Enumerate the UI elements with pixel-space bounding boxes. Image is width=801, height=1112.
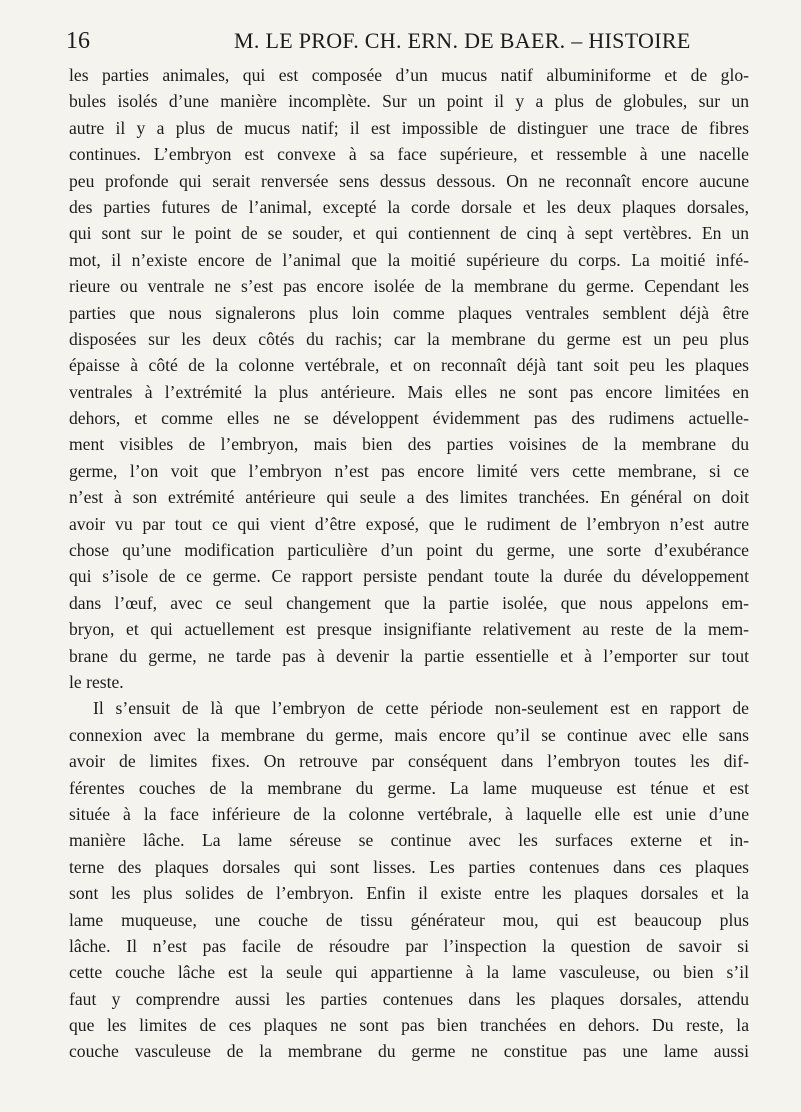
text-line: épaisse à côté de la colonne vertébrale, et on reconnaît déjà tant soit peu les plaques	[69, 355, 749, 376]
text-line: faut y comprendre aussi les parties contenues dans les plaques dorsales, attendu	[69, 988, 749, 1009]
text-line: rieure ou ventrale ne s’est pas encore isolée de la membrane du germe. Cependant les	[69, 276, 749, 297]
text-line: n’est à son extrémité antérieure qui seule a des limites tranchées. En général on doit	[69, 487, 749, 508]
text-line: sont les plus solides de l’embryon. Enfin il existe entre les plaques dorsales et la	[69, 883, 749, 904]
text-line: continues. L’embryon est convexe à sa face supérieure, et ressemble à une nacelle	[69, 144, 749, 165]
text-line: chose qu’une modification particulière d’un point du germe, une sorte d’exubérance	[69, 540, 749, 561]
text-line: cette couche lâche est la seule qui appartienne à la lame vasculeuse, ou bien s’il	[69, 962, 749, 983]
text-line: lâche. Il n’est pas facile de résoudre par l’inspection la question de savoir si	[69, 935, 749, 956]
paragraph-start-line: Il s’ensuit de là que l’embryon de cette période non-seulement est en rapport de	[93, 698, 749, 719]
text-line: située à la face inférieure de la colonne vertébrale, à laquelle elle est unie d’une	[69, 803, 749, 824]
text-line: parties que nous signalerons plus loin comme plaques ventrales semblent déjà être	[69, 302, 749, 323]
text-line: qui s’isole de ce germe. Ce rapport persiste pendant toute la durée du développement	[69, 566, 749, 587]
text-line: connexion avec la membrane du germe, mais encore qu’il se continue avec elle sans	[69, 724, 749, 745]
text-line: qui sont sur le point de se souder, et qui contiennent de cinq à sept vertèbres. En un	[69, 223, 749, 244]
page-header	[66, 26, 756, 56]
text-line: manière lâche. La lame séreuse se continue avec les surfaces externe et in-	[69, 830, 749, 851]
text-line: disposées sur les deux côtés du rachis; car la membrane du germe est un peu plus	[69, 328, 749, 349]
text-line: brane du germe, ne tarde pas à devenir la partie essentielle et à l’emporter sur tout	[69, 645, 749, 666]
body-text	[69, 62, 749, 1065]
text-line: dans l’œuf, avec ce seul changement que la partie isolée, que nous appelons em-	[69, 592, 749, 613]
text-line: avoir de limites fixes. On retrouve par conséquent dans l’embryon toutes les dif-	[69, 751, 749, 772]
text-line: peu profonde qui serait renversée sens dessus dessous. On ne reconnaît encore aucune	[69, 170, 749, 191]
text-line: ment visibles de l’embryon, mais bien des parties voisines de la membrane du	[69, 434, 749, 455]
page-number: 16	[66, 28, 90, 54]
running-head: M. LE PROF. CH. ERN. DE BAER. – HISTOIRE	[234, 28, 691, 53]
text-line: dehors, et comme elles ne se développent évidemment pas des rudimens actuelle-	[69, 408, 749, 429]
text-line: germe, l’on voit que l’embryon n’est pas encore limité vers cette membrane, si ce	[69, 460, 749, 481]
text-line: des parties futures de l’animal, excepté la corde dorsale et les deux plaques dorsales,	[69, 196, 749, 217]
text-line: les parties animales, qui est composée d’un mucus natif albuminiforme et de glo-	[69, 65, 749, 85]
text-line: bryon, et qui actuellement est presque insignifiante relativement au reste de la mem-	[69, 619, 749, 640]
text-line: lame muqueuse, une couche de tissu générateur mou, qui est beaucoup plus	[69, 909, 749, 930]
paragraph-end-line: le reste.	[69, 671, 124, 692]
text-line: que les limites de ces plaques ne sont pas bien tranchées en dehors. Du reste, la	[69, 1015, 749, 1036]
text-line: bules isolés d’une manière incomplète. Sur un point il y a plus de globules, sur un	[69, 91, 749, 112]
text-line: ventrales à l’extrémité la plus antérieure. Mais elles ne sont pas encore limitées en	[69, 381, 749, 402]
text-line: terne des plaques dorsales qui sont lisses. Les parties contenues dans ces plaques	[69, 856, 749, 877]
text-line: couche vasculeuse de la membrane du germe ne constitue pas une lame aussi	[69, 1041, 749, 1062]
text-line: autre il y a plus de mucus natif; il est impossible de distinguer une trace de fibres	[69, 117, 749, 138]
text-line: mot, il n’existe encore de l’animal que la moitié supérieure du corps. La moitié infé-	[69, 249, 749, 270]
text-line: avoir vu par tout ce qui vient d’être exposé, que le rudiment de l’embryon n’est autre	[69, 513, 749, 534]
text-line: férentes couches de la membrane du germe. La lame muqueuse est ténue et est	[69, 777, 749, 798]
